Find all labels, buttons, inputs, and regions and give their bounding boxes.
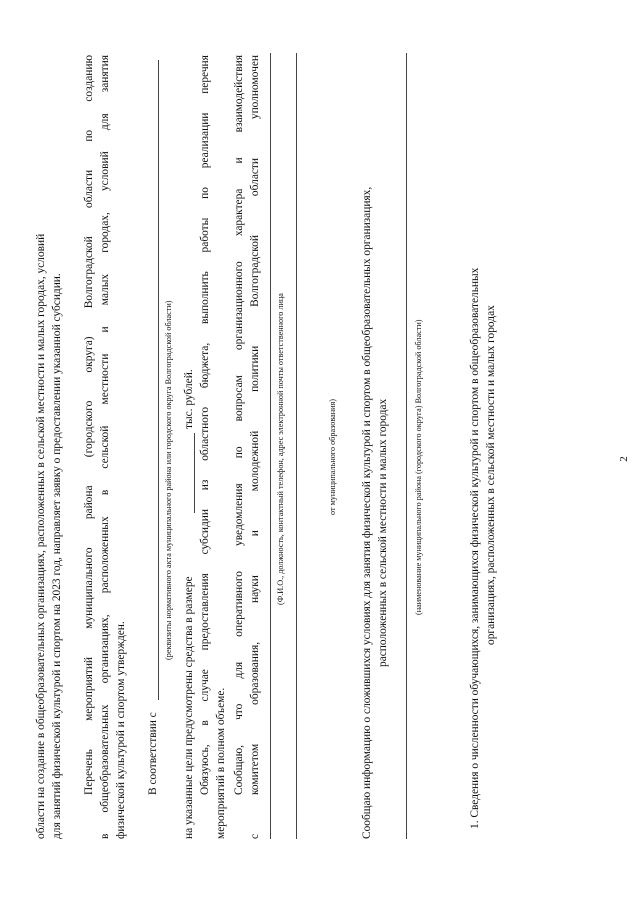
- word: условий: [99, 151, 111, 192]
- word: реализации: [199, 112, 211, 169]
- word: молодежной: [249, 430, 261, 492]
- paragraph-2-line-1: [82, 55, 96, 795]
- word: взаимодействия: [233, 55, 245, 133]
- paragraph-1-line-2: для занятий физической культурой и спортом на 2023 год, направляет заявку о предоставлении указанной субсидии.: [51, 273, 63, 839]
- word: с: [249, 833, 261, 839]
- paragraph-3-line-2: на указанные цели предусмотрены средства в размере: [183, 576, 195, 839]
- district-name-caption: (наименование муниципального района (городского округа) Волгоградской области): [414, 319, 423, 615]
- word: по: [83, 129, 95, 142]
- word: городах,: [99, 212, 111, 253]
- word: предоставления: [199, 573, 211, 651]
- word: мероприятий: [83, 656, 95, 721]
- word: и: [249, 530, 261, 537]
- word: сельской: [99, 425, 111, 469]
- word: Обязуюсь,: [199, 744, 211, 795]
- word: уполномочен: [249, 55, 261, 120]
- word: бюджета,: [199, 342, 211, 389]
- word: общеобразовательных: [99, 704, 111, 813]
- word: вопросам: [233, 375, 245, 422]
- page-number: 2: [617, 456, 630, 462]
- word: политики: [249, 345, 261, 392]
- word: и: [99, 326, 111, 333]
- word: малых: [99, 273, 111, 306]
- word: по: [233, 446, 245, 459]
- word: Сообщаю,: [233, 745, 245, 795]
- word: по: [199, 187, 211, 199]
- word: округа): [83, 336, 95, 373]
- paragraph-5-line-2: [248, 55, 262, 839]
- word: перечня: [199, 55, 211, 94]
- word: оперативного: [233, 571, 245, 637]
- word: что: [233, 703, 245, 720]
- word: для: [99, 113, 111, 131]
- paragraph-2-line-3: физической культурой и спортом утвержден.: [115, 621, 127, 839]
- amount-line: [194, 433, 195, 513]
- word: организационного: [233, 261, 245, 351]
- word: комитетом: [249, 743, 261, 796]
- word: науки: [249, 575, 261, 604]
- word: Перечень: [83, 749, 95, 795]
- word: муниципального: [83, 547, 95, 629]
- paragraph-4-line-2: мероприятий в полном объеме.: [215, 687, 227, 839]
- district-name-line: [406, 53, 407, 839]
- word: случае: [199, 669, 211, 702]
- word: для: [233, 661, 245, 679]
- word: областного: [199, 406, 211, 461]
- word: созданию: [83, 55, 95, 102]
- contact-person-caption: (Ф.И.О., должность, контактный телефон, адрес электронной почты ответственного лица: [276, 293, 285, 605]
- word: области: [249, 158, 261, 197]
- section-1-heading-line-2: организациях, расположенных в сельской местности и малых городах: [485, 305, 497, 645]
- word: Волгоградской: [83, 236, 95, 309]
- paragraph-4-line-1: [198, 55, 212, 795]
- word: образования,: [249, 641, 261, 705]
- municipality-line: [296, 53, 297, 839]
- word: работы: [199, 217, 211, 253]
- word: уведомления: [233, 483, 245, 546]
- word: выполнить: [199, 271, 211, 324]
- paragraph-3-line-1: В соответствии с: [147, 712, 159, 795]
- word: области: [83, 169, 95, 208]
- paragraph-2-line-2: [98, 55, 112, 839]
- paragraph-6-line-1: Сообщаю информацию о сложившихся условиях для занятия физической культурой и спортом в общеобразовательных организациях,: [361, 186, 373, 839]
- word: в: [199, 720, 211, 726]
- word: Волгоградской: [249, 234, 261, 307]
- paragraph-3-line-2-end: тыс. рублей.: [183, 369, 195, 429]
- word: характера: [233, 188, 245, 237]
- contact-person-line: [270, 53, 271, 839]
- word: в: [99, 489, 111, 496]
- word: и: [233, 157, 245, 164]
- word: субсидии: [199, 509, 211, 555]
- word: занятия: [99, 55, 111, 93]
- requisites-line: [158, 60, 159, 700]
- word: местности: [99, 353, 111, 405]
- paragraph-5-line-1: [232, 55, 246, 795]
- section-1-heading-line-1: 1. Сведения о численности обучающихся, занимающихся физической культурой и спортом в общеобразовательных: [469, 267, 481, 829]
- paragraph-1-line-1: области на создание в общеобразовательных организациях, расположенных в сельской местности и малых городах, условий: [35, 233, 47, 839]
- paragraph-6-line-2: расположенных в сельской местности и малых городах: [377, 398, 389, 667]
- municipality-caption: от муниципального образования): [328, 398, 337, 515]
- word: из: [199, 479, 211, 491]
- word: (городского: [83, 400, 95, 458]
- requisites-caption: (реквизиты нормативного акта муниципального района или городского округа Волгоградской области): [164, 300, 173, 660]
- word: организациях,: [99, 614, 111, 684]
- word: расположенных: [99, 516, 111, 594]
- word: района: [83, 485, 95, 520]
- word: в: [99, 833, 111, 839]
